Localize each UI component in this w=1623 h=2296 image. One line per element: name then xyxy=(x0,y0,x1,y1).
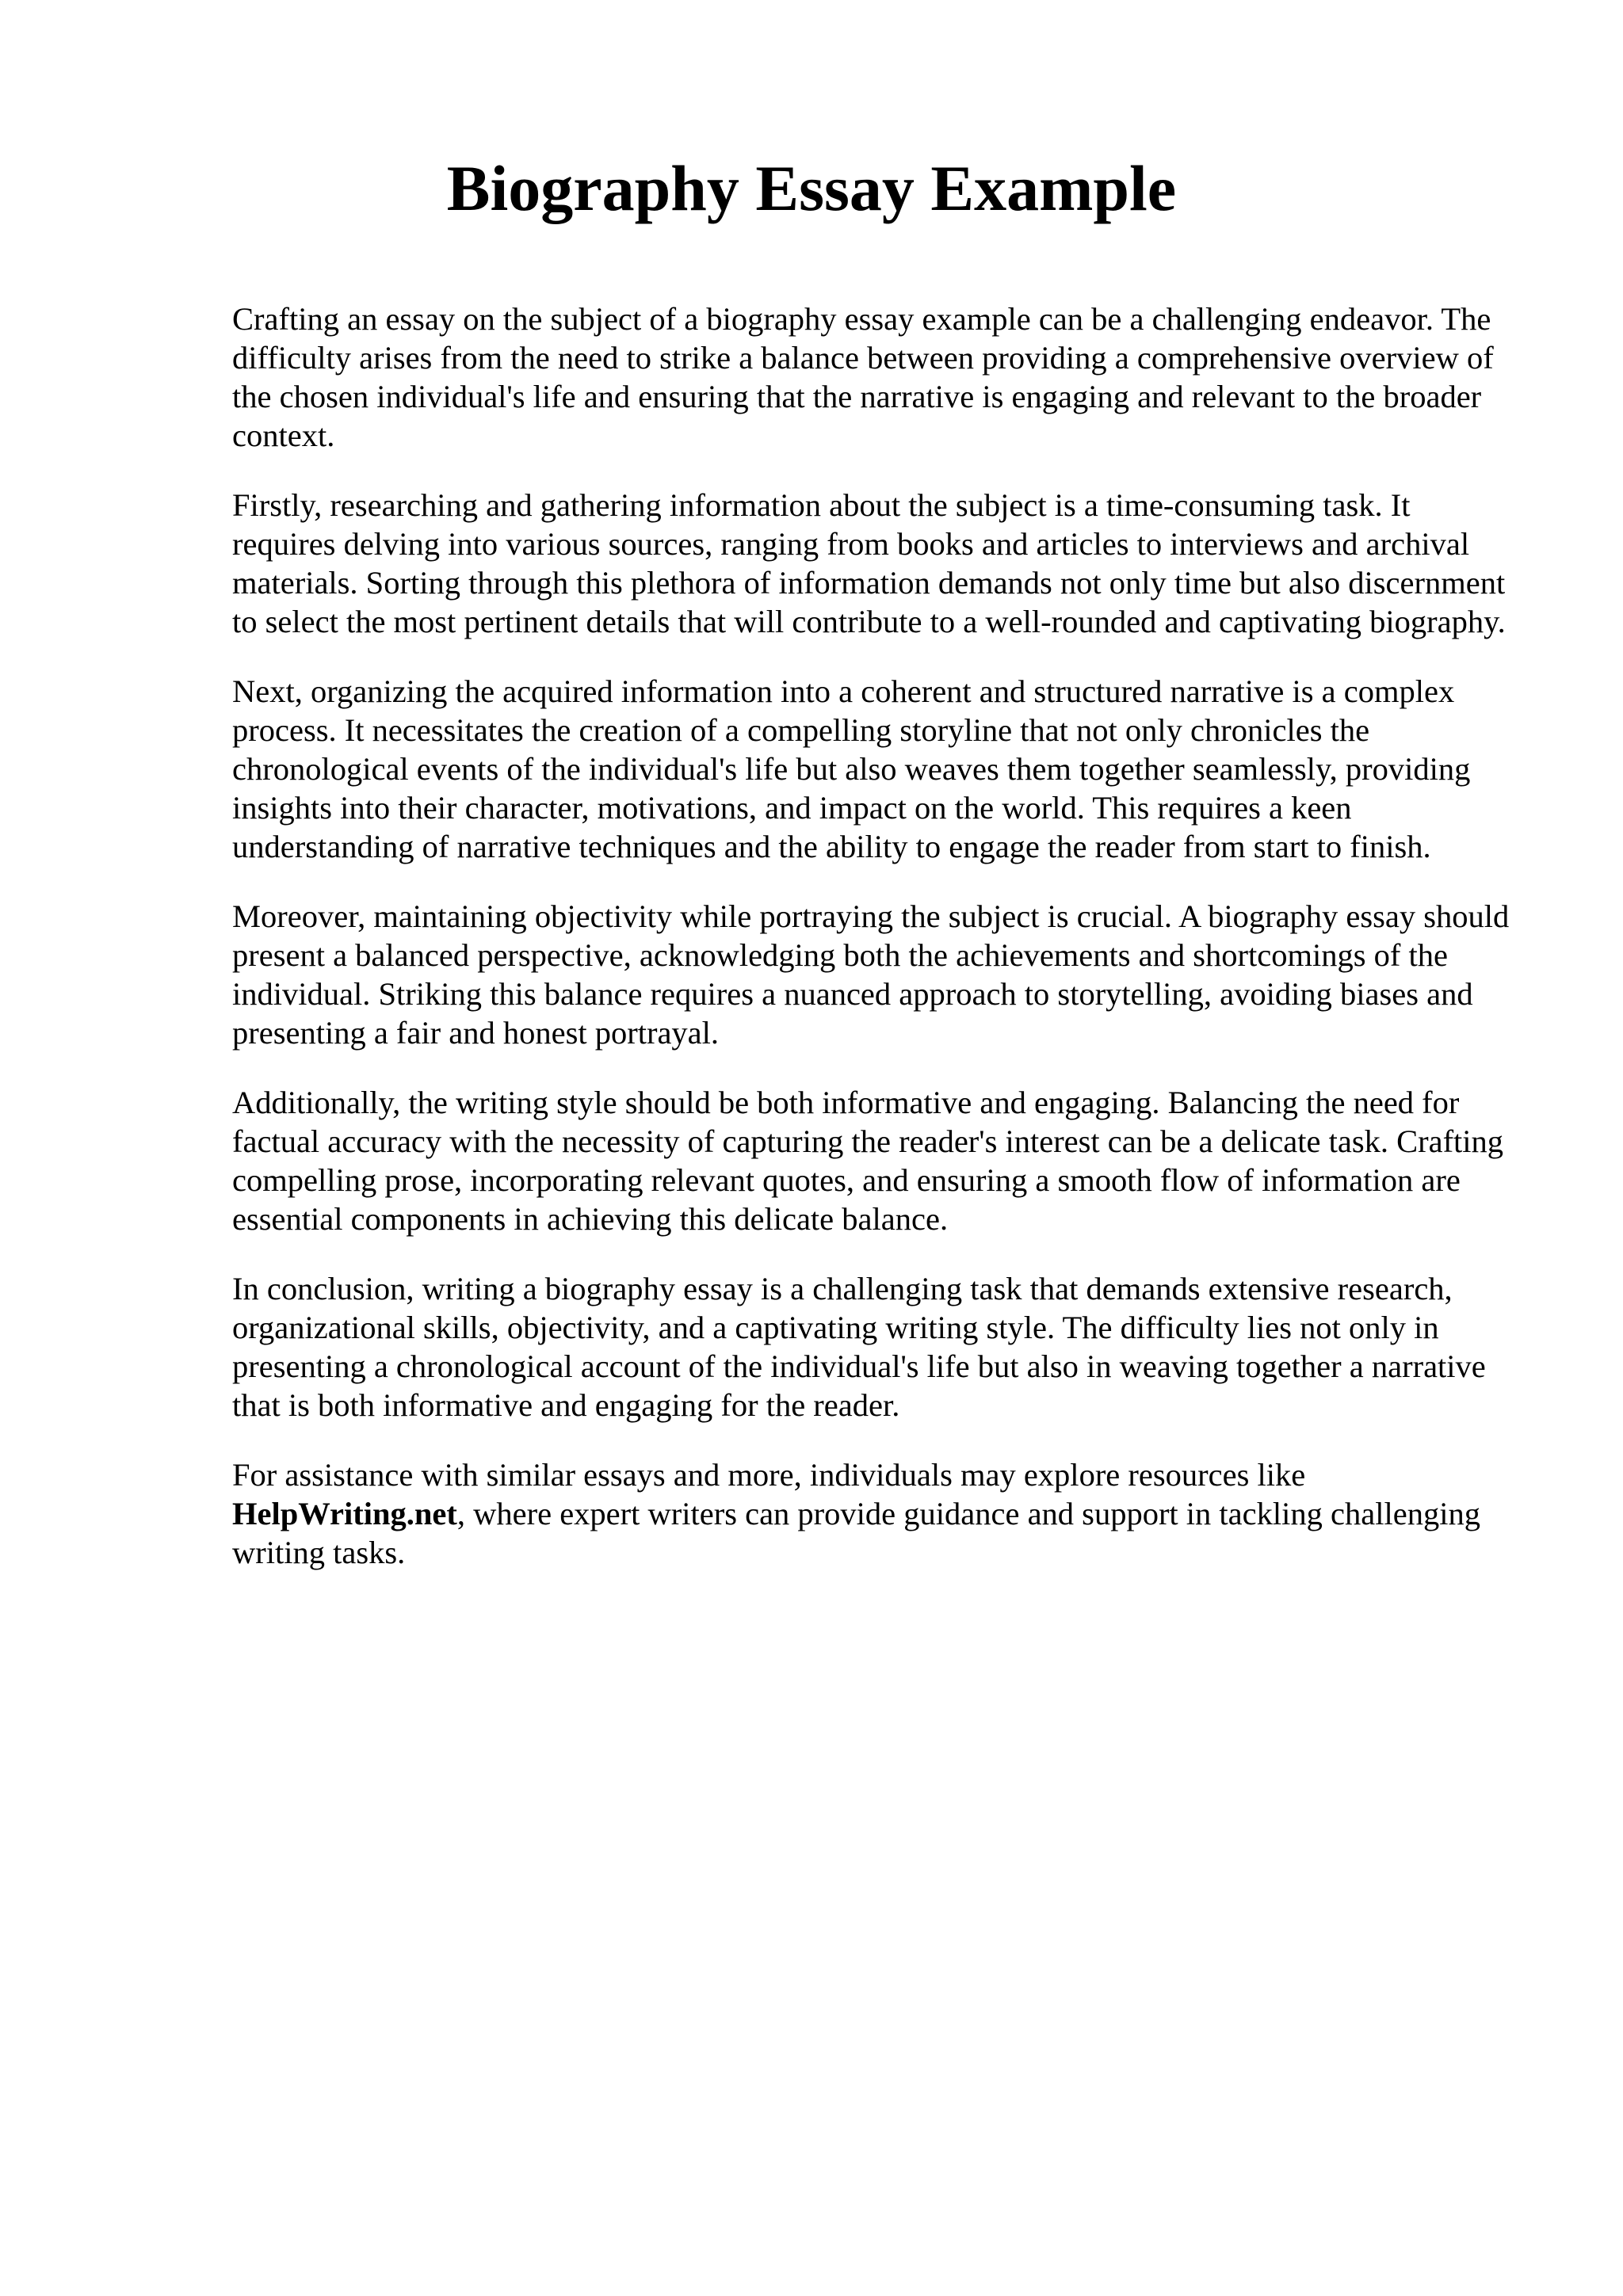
closing-text-before: For assistance with similar essays and more, individuals may explore resources like xyxy=(232,1457,1306,1493)
paragraph-closing xyxy=(232,1455,1516,1572)
closing-text-after: , where expert writers can provide guidance and support in tackling challenging writing tasks. xyxy=(232,1496,1480,1570)
document-title: Biography Essay Example xyxy=(446,152,1177,224)
brand-name: HelpWriting.net xyxy=(232,1496,457,1531)
paragraph-writing-style: Additionally, the writing style should be both informative and engaging. Balancing the need for factual accuracy with the necessity of capturing the reader's interest can be a delicate task. Crafting compelling prose, incorporating relevant quotes, and ensuring a smooth flow of information are essential components in achieving this delicate balance. xyxy=(232,1085,1504,1237)
paragraph-organizing: Next, organizing the acquired information into a coherent and structured narrative is a complex process. It necessitates the creation of a compelling storyline that not only chronicles the chronological events of the individual's life but also weaves them together seamlessly, providing insights into their character, motivations, and impact on the world. This requires a keen understanding of narrative techniques and the ability to engage the reader from start to finish. xyxy=(232,673,1471,864)
paragraph-research: Firstly, researching and gathering information about the subject is a time-consuming task. It requires delving into various sources, ranging from books and articles to interviews and archival materials. Sorting through this plethora of information demands not only time but also discernment to select the most pertinent details that will contribute to a well-rounded and captivating biography. xyxy=(232,487,1506,639)
paragraph-objectivity: Moreover, maintaining objectivity while portraying the subject is crucial. A biography essay should present a balanced perspective, acknowledging both the achievements and shortcomings of the individual. Striking this balance requires a nuanced approach to storytelling, avoiding biases and presenting a fair and honest portrayal. xyxy=(232,898,1510,1051)
document-body xyxy=(232,299,1516,1603)
paragraph-intro: Crafting an essay on the subject of a biography essay example can be a challenging endeavor. The difficulty arises from the need to strike a balance between providing a comprehensive overview of the chosen individual's life and ensuring that the narrative is engaging and relevant to the broader context. xyxy=(232,301,1494,453)
paragraph-conclusion: In conclusion, writing a biography essay is a challenging task that demands extensive research, organizational skills, objectivity, and a captivating writing style. The difficulty lies not only in presenting a chronological account of the individual's life but also in weaving together a narrative that is both informative and engaging for the reader. xyxy=(232,1271,1486,1423)
